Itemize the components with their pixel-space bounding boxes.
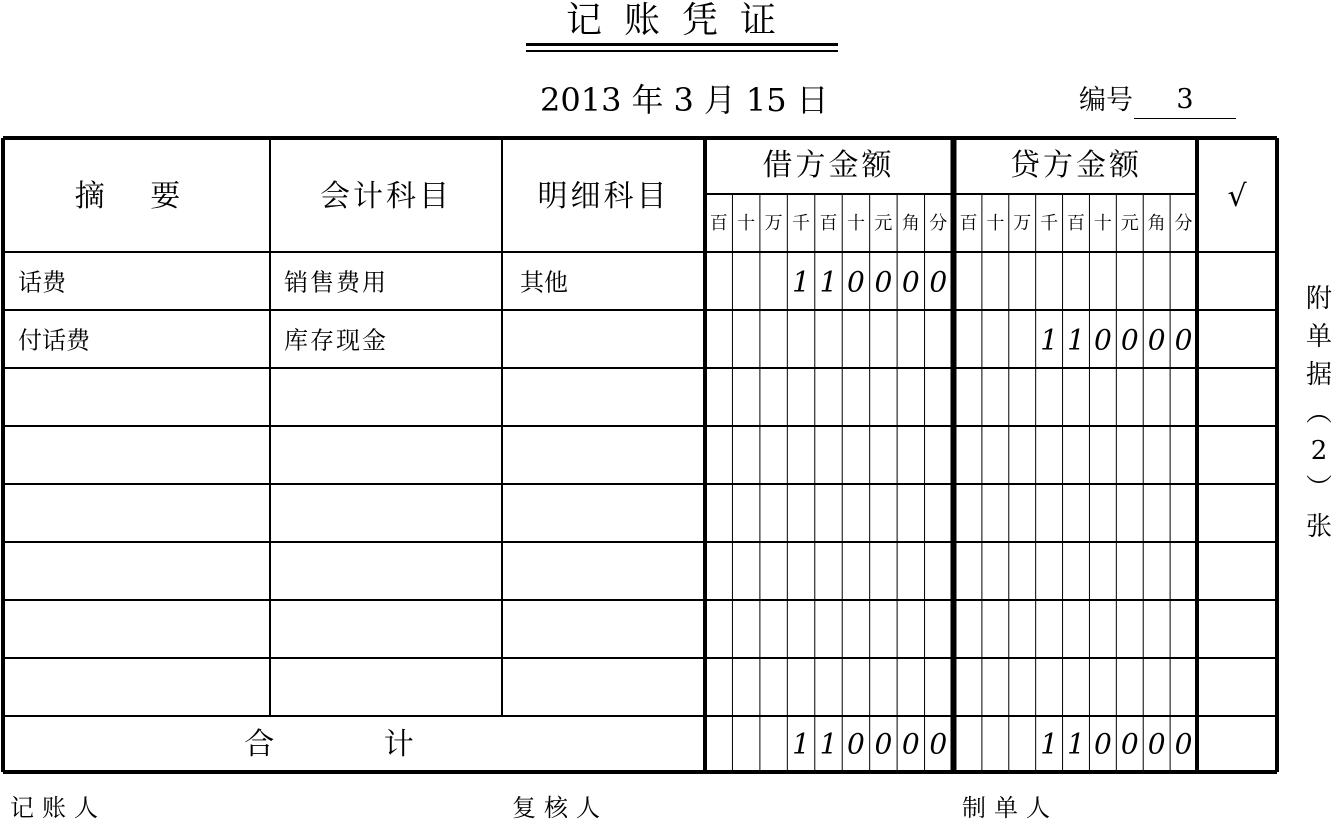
- signature-reviewer: 复核人: [512, 794, 608, 822]
- attachments-close-paren: ︶: [1305, 474, 1332, 504]
- date-year-unit: 年: [631, 81, 664, 119]
- total-label: 合 计: [244, 727, 464, 762]
- attachments-suffix: 张: [1305, 512, 1332, 542]
- debit-digit-header: 千: [792, 213, 811, 234]
- debit-digit-header: 万: [764, 213, 783, 234]
- signature-bookkeeper: 记账人: [10, 794, 106, 822]
- total-debit-digit: 1: [792, 727, 810, 761]
- debit-digit-header: 十: [737, 213, 756, 234]
- voucher-no-label: 编号: [1079, 85, 1133, 116]
- row-subaccount: 其他: [520, 268, 568, 297]
- credit-digit-header: 千: [1040, 213, 1059, 234]
- header-credit: 贷方金额: [1010, 148, 1142, 183]
- total-credit-digit: 0: [1174, 727, 1193, 761]
- row-credit-digit: 0: [1120, 323, 1139, 357]
- header-summary: 摘 要: [74, 179, 199, 214]
- credit-digit-header: 角: [1147, 213, 1166, 234]
- date-month-unit: 月: [703, 81, 736, 119]
- debit-digit-header: 分: [929, 213, 948, 234]
- row-credit-digit: 0: [1093, 323, 1112, 357]
- total-debit-digit: 0: [901, 727, 920, 761]
- date-day-unit: 日: [796, 81, 829, 119]
- total-debit-digit: 1: [819, 727, 838, 761]
- signature-preparer: 制单人: [962, 794, 1058, 822]
- attachments-count: 2: [1310, 436, 1328, 466]
- total-credit-digit: 1: [1067, 727, 1085, 761]
- header-check: √: [1227, 179, 1247, 214]
- voucher-title: 记账凭证: [565, 0, 798, 41]
- header-debit: 借方金额: [762, 148, 895, 183]
- row-credit-digit: 0: [1147, 323, 1166, 357]
- row-credit-digit: 1: [1040, 323, 1059, 357]
- credit-digit-header: 十: [986, 213, 1005, 234]
- total-debit-digit: 0: [874, 727, 893, 761]
- row-debit-digit: 1: [819, 265, 838, 299]
- row-debit-digit: 0: [929, 265, 948, 299]
- credit-digit-header: 百: [1067, 213, 1085, 234]
- row-debit-digit: 0: [874, 265, 893, 299]
- credit-digit-header: 万: [1013, 213, 1032, 234]
- voucher-no-value: 3: [1134, 82, 1236, 119]
- voucher-date: [540, 80, 839, 120]
- credit-digit-header: 百: [959, 213, 978, 234]
- title-underline-thick: [526, 43, 838, 46]
- row-account: 库存现金: [284, 326, 388, 355]
- row-summary: 付话费: [18, 326, 90, 355]
- date-month: 3: [673, 81, 694, 119]
- debit-digit-header: 角: [901, 213, 920, 234]
- row-debit-digit: 1: [792, 265, 810, 299]
- total-credit-digit: 0: [1120, 727, 1139, 761]
- total-credit-digit: 1: [1040, 727, 1059, 761]
- date-day: 15: [745, 81, 787, 119]
- total-debit-digit: 0: [929, 727, 948, 761]
- header-subaccount: 明细科目: [537, 179, 670, 214]
- row-credit-digit: 0: [1174, 323, 1193, 357]
- debit-digit-header: 百: [709, 213, 728, 234]
- debit-digit-header: 百: [819, 213, 838, 234]
- row-credit-digit: 1: [1067, 323, 1085, 357]
- debit-digit-header: 十: [846, 213, 865, 234]
- debit-digit-header: 元: [874, 213, 893, 234]
- row-debit-digit: 0: [901, 265, 920, 299]
- row-debit-digit: 0: [847, 265, 865, 299]
- total-credit-digit: 0: [1147, 727, 1166, 761]
- credit-digit-header: 元: [1120, 213, 1139, 234]
- total-credit-digit: 0: [1093, 727, 1112, 761]
- credit-digit-header: 分: [1174, 213, 1193, 234]
- credit-digit-header: 十: [1093, 213, 1112, 234]
- total-debit-digit: 0: [847, 727, 865, 761]
- voucher-table: [0, 136, 1333, 781]
- row-account: 销售费用: [284, 268, 388, 297]
- header-account: 会计科目: [320, 179, 452, 214]
- attachments-open-paren: ︵: [1305, 398, 1332, 428]
- row-summary: 话费: [18, 268, 66, 297]
- title-underline-thin: [526, 50, 838, 52]
- date-year: 2013: [540, 81, 622, 119]
- table-grid: [3, 138, 1277, 772]
- attachments-note: [1297, 280, 1333, 546]
- attachments-prefix: 附单据: [1305, 284, 1332, 390]
